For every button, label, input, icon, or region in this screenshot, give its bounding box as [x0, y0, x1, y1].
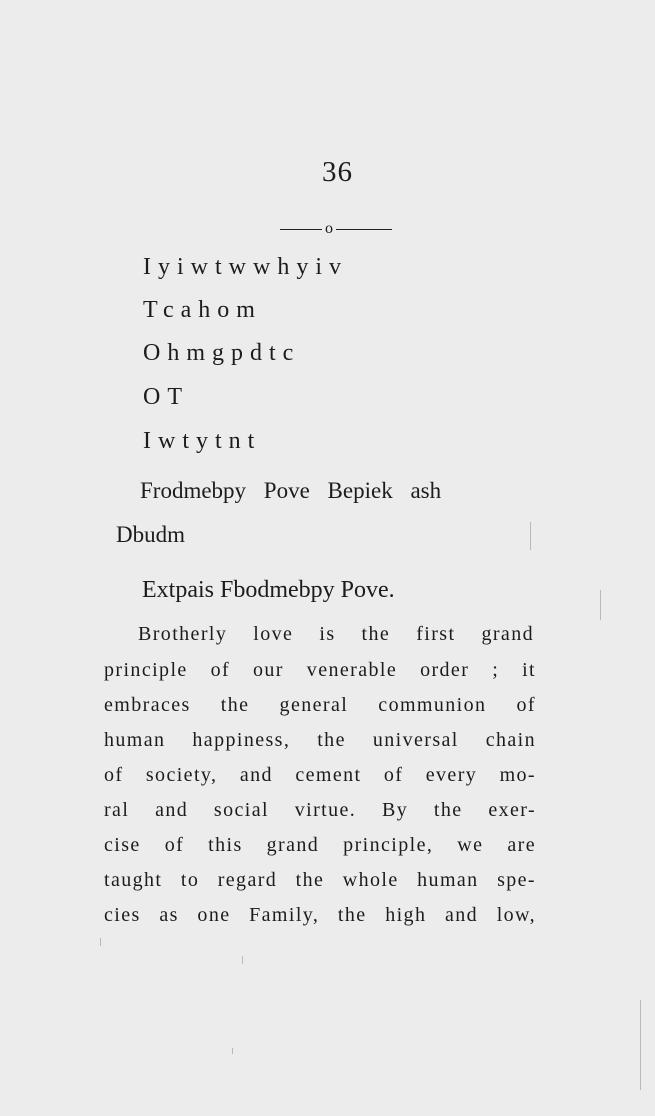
divider-circle: o — [325, 220, 333, 237]
divider-rule-left — [280, 229, 322, 230]
scan-edge-shadow — [640, 1000, 641, 1090]
scan-speck — [242, 956, 243, 964]
paragraph-line-3: embraces the general communion of — [104, 694, 536, 716]
paragraph-line-5: of society, and cement of every mo- — [104, 764, 536, 786]
scan-speck — [100, 938, 101, 946]
paragraph-line-7: cise of this grand principle, we are — [104, 834, 536, 856]
cipher-line-2: Tcahom — [143, 297, 262, 323]
paragraph-line-9: cies as one Family, the high and low, — [104, 904, 536, 926]
paragraph-line-8: taught to regard the whole human spe- — [104, 869, 536, 891]
page-number: 36 — [322, 156, 353, 188]
ornamental-divider — [280, 218, 392, 240]
paragraph-line-6: ral and social virtue. By the exer- — [104, 799, 536, 821]
paragraph-line-2: principle of our venerable order ; it — [104, 659, 536, 681]
divider-rule-right — [336, 229, 392, 230]
scan-speck — [530, 522, 531, 550]
scan-speck — [232, 1048, 233, 1054]
cipher-line-5: Iwtytnt — [143, 428, 262, 454]
cipher-line-4: OT — [143, 384, 189, 410]
cipher-line-3: Ohmgpdtc — [143, 340, 301, 366]
cipher-line-1: Iyiwtwwhyiv — [143, 254, 348, 280]
cipher-heading-line-2: Dbudm — [116, 522, 185, 547]
cipher-heading-line-1: Frodmebpy Pove Bepiek ash — [140, 478, 442, 503]
paragraph-line-4: human happiness, the universal chain — [104, 729, 536, 751]
section-title: Extpais Fbodmebpy Pove. — [142, 577, 395, 603]
scan-speck — [600, 590, 601, 620]
paragraph-line-1: Brotherly love is the first grand — [138, 623, 534, 645]
